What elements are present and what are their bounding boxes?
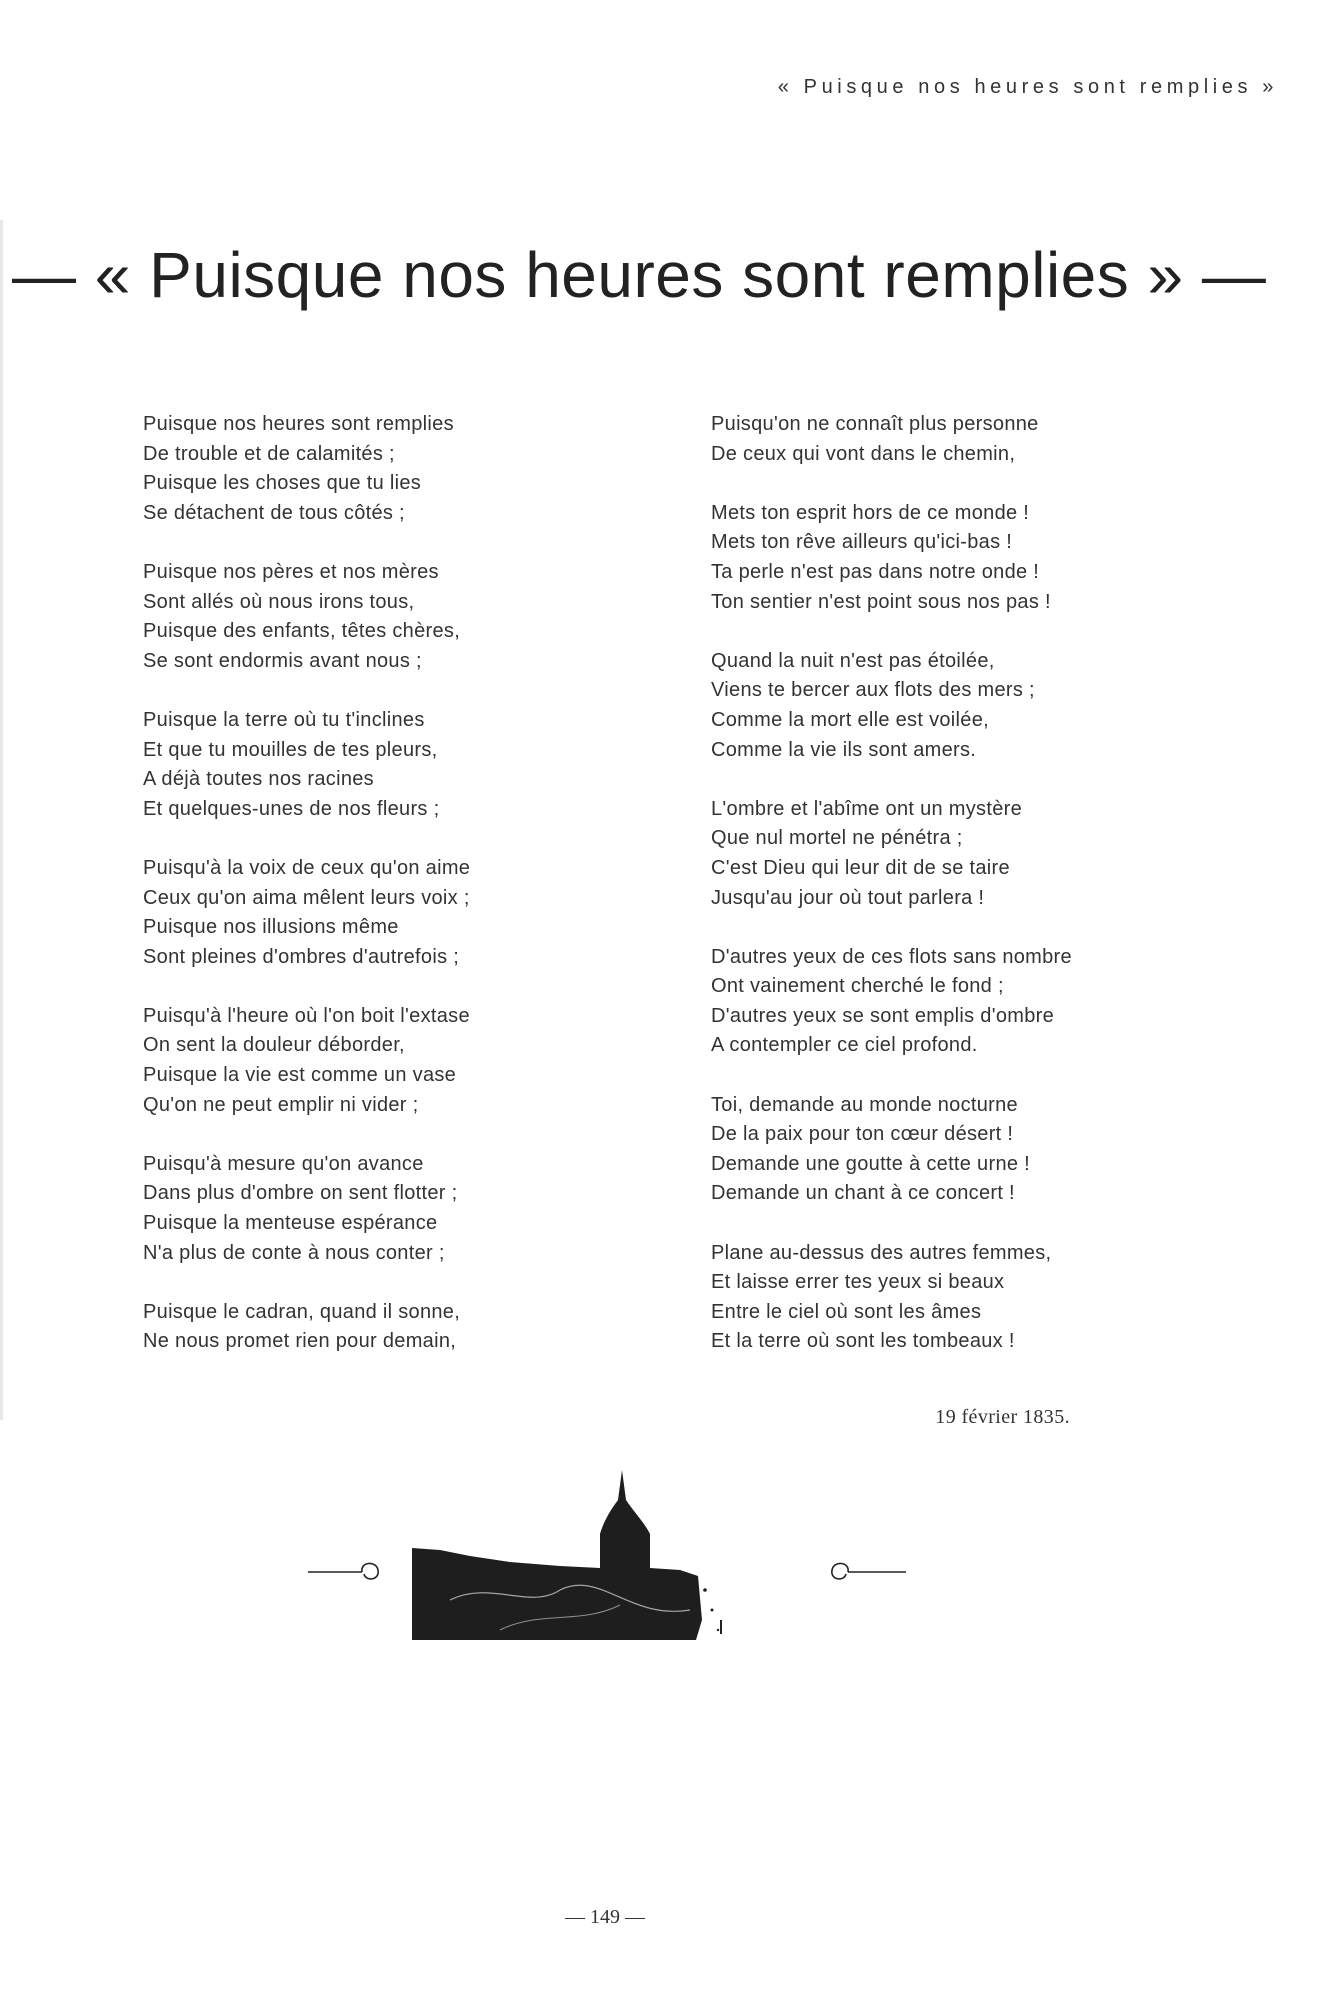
verse-line: Demande une goutte à cette urne ! [711,1152,1031,1175]
verse-line: Demande un chant à ce concert ! [711,1182,1015,1205]
stanza [711,647,1161,765]
verse-line: Dans plus d'ombre on sent flotter ; [143,1182,458,1205]
stanza [711,1091,1161,1209]
verse-line: Puisque le cadran, quand il sonne, [143,1300,461,1323]
verse-line: On sent la douleur déborder, [143,1034,405,1057]
verse-line: Se sont endormis avant nous ; [143,649,422,672]
landscape-vignette-icon [300,1470,920,1670]
running-head: « Puisque nos heures sont remplies » [777,76,1278,98]
verse-line: Quand la nuit n'est pas étoilée, [711,649,995,672]
stanza [711,943,1161,1061]
verse-line: D'autres yeux de ces flots sans nombre [711,945,1072,968]
verse-line: Puisque les choses que tu lies [143,472,422,495]
verse-line: De ceux qui vont dans le chemin, [711,442,1016,465]
verse-line: Mets ton rêve ailleurs qu'ici-bas ! [711,531,1013,554]
poem-column-left [143,410,593,1387]
verse-line: Ta perle n'est pas dans notre onde ! [711,560,1040,583]
verse-line: Comme la vie ils sont amers. [711,738,977,761]
stanza [143,410,593,528]
verse-line: Et que tu mouilles de tes pleurs, [143,738,438,761]
verse-line: L'ombre et l'abîme ont un mystère [711,797,1023,820]
verse-line: Puisqu'à mesure qu'on avance [143,1152,424,1175]
verse-line: Puisque nos heures sont remplies [143,413,454,435]
stanza [143,1298,593,1357]
verse-line: A déjà toutes nos racines [143,768,374,791]
verse-line: Puisque la terre où tu t'inclines [143,708,425,731]
stanza [143,558,593,676]
verse-line: Ceux qu'on aima mêlent leurs voix ; [143,886,470,909]
stanza [711,410,1161,469]
verse-line: Plane au-dessus des autres femmes, [711,1241,1052,1264]
right-flourish-icon [832,1563,906,1579]
verse-line: Se détachent de tous côtés ; [143,501,405,524]
verse-line: Et laisse errer tes yeux si beaux [711,1271,1005,1294]
verse-line: Puisque la menteuse espérance [143,1212,438,1235]
stanza [143,854,593,972]
verse-line: Puisqu'on ne connaît plus personne [711,413,1039,435]
verse-line: Entre le ciel où sont les âmes [711,1300,982,1323]
verse-line: Jusqu'au jour où tout parlera ! [711,886,985,909]
verse-line: N'a plus de conte à nous conter ; [143,1241,445,1264]
verse-line: Que nul mortel ne pénétra ; [711,827,963,850]
page-gutter-shadow [0,220,3,1420]
stanza [143,1150,593,1268]
stanza [711,499,1161,617]
verse-line: Et quelques-unes de nos fleurs ; [143,797,440,820]
verse-line: A contempler ce ciel profond. [711,1034,978,1057]
verse-line: Puisqu'à la voix de ceux qu'on aime [143,856,471,879]
verse-line: Qu'on ne peut emplir ni vider ; [143,1093,419,1116]
verse-line: Puisque nos pères et nos mères [143,560,439,583]
left-flourish-icon [308,1563,378,1579]
verse-line: Ton sentier n'est point sous nos pas ! [711,590,1051,613]
verse-line: Ont vainement cherché le fond ; [711,975,1004,998]
stanza [711,795,1161,913]
poem-column-right [711,410,1161,1387]
verse-line: Puisque des enfants, têtes chères, [143,620,461,643]
verse-line: Viens te bercer aux flots des mers ; [711,679,1035,702]
poem-title: — « Puisque nos heures sont remplies » — [12,239,1267,311]
verse-line: De la paix pour ton cœur désert ! [711,1123,1014,1146]
verse-line: Sont allés où nous irons tous, [143,590,415,613]
verse-line: C'est Dieu qui leur dit de se taire [711,856,1010,879]
stanza [143,1002,593,1120]
verse-line: Mets ton esprit hors de ce monde ! [711,501,1030,524]
verse-line: Puisqu'à l'heure où l'on boit l'extase [143,1004,470,1027]
verse-line: Toi, demande au monde nocturne [711,1093,1018,1116]
verse-line: Sont pleines d'ombres d'autrefois ; [143,945,460,968]
verse-line: Puisque la vie est comme un vase [143,1064,457,1087]
church-landscape-icon [412,1470,722,1640]
verse-line: Puisque nos illusions même [143,916,399,939]
stanza [143,706,593,824]
verse-line: D'autres yeux se sont emplis d'ombre [711,1004,1055,1027]
verse-line: Ne nous promet rien pour demain, [143,1330,457,1353]
verse-line: Et la terre où sont les tombeaux ! [711,1330,1015,1353]
verse-line: Comme la mort elle est voilée, [711,708,989,731]
poem-date: 19 février 1835. [935,1406,1070,1428]
stanza [711,1239,1161,1357]
page-number: — 149 — [565,1906,645,1928]
verse-line: De trouble et de calamités ; [143,442,395,465]
